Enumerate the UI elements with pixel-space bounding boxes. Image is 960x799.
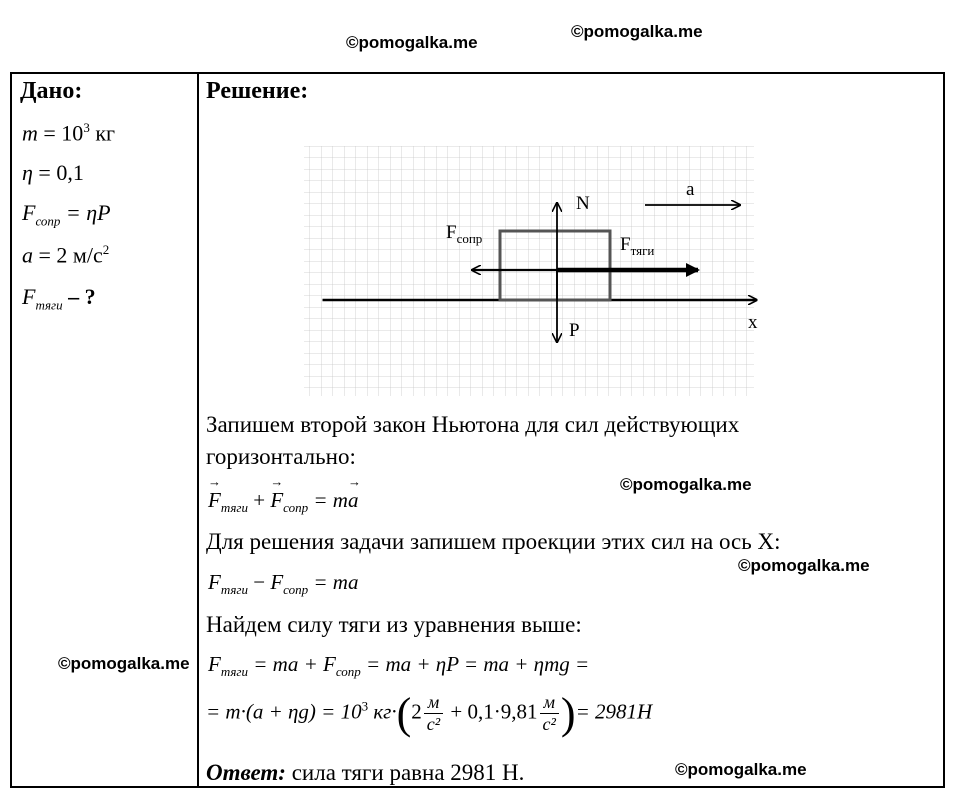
accel-value: = 2 м/с — [38, 242, 103, 268]
vec-ftyagi-sub: тяги — [220, 500, 248, 516]
eq1-plus: + — [248, 488, 271, 512]
watermark: ©pomogalka.me — [675, 760, 807, 779]
projection-line: Для решения задачи запишем проекции этих сил на ось X: — [206, 529, 781, 554]
eq4-mid: + 0,1·9,81 — [445, 699, 538, 724]
eq3-b: = ma + ηP = ma + ηmg = — [360, 652, 590, 676]
newton-law-line-2: горизонтально: — [206, 444, 356, 469]
watermark: ©pomogalka.me — [346, 33, 478, 52]
fsopr-symbol: F — [22, 200, 36, 225]
eq2-f2: F — [270, 570, 284, 594]
eq3-s2: сопр — [335, 664, 361, 680]
answer-label: Ответ: — [206, 760, 286, 785]
fsopr-rhs: = ηP — [65, 200, 111, 225]
eta-symbol: η — [22, 160, 33, 185]
eq2-s2: сопр — [283, 582, 309, 598]
given-friction-formula — [22, 200, 111, 229]
ftyagi-symbol: F — [22, 284, 36, 309]
label-p: P — [569, 320, 580, 341]
fraction-1 — [424, 692, 443, 735]
watermark: ©pomogalka.me — [58, 654, 190, 673]
column-divider — [197, 74, 199, 786]
projection-equation — [208, 570, 358, 598]
vec-fsopr-sub: сопр — [283, 500, 309, 516]
ftyagi-subscript: тяги — [35, 297, 63, 313]
eq2-rhs: = ma — [308, 570, 359, 594]
vec-ftyagi: → F — [208, 488, 221, 513]
given-eta — [22, 160, 84, 186]
eta-value: = 0,1 — [38, 160, 84, 185]
mass-exponent: 3 — [83, 120, 90, 135]
numeric-equation — [206, 688, 652, 739]
label-x: x — [748, 312, 758, 333]
eq4-end: = 2981H — [575, 699, 653, 724]
fraction-2-den: с² — [542, 714, 556, 734]
watermark: ©pomogalka.me — [620, 475, 752, 494]
fsopr-subscript: сопр — [35, 213, 61, 229]
eq4-kg: кг· — [368, 699, 397, 724]
vector-equation — [208, 488, 358, 516]
accel-exponent: 2 — [102, 242, 110, 257]
eq4-two: 2 — [411, 699, 422, 724]
label-fsopr-main: F — [446, 222, 457, 243]
fraction-1-num: м — [424, 692, 443, 714]
accel-symbol: a — [22, 242, 33, 268]
eq1-rhs: = m — [308, 488, 348, 512]
force-equation — [208, 652, 589, 680]
given-mass — [22, 120, 115, 146]
eq2-f1: F — [208, 570, 221, 594]
open-paren: ( — [396, 689, 412, 738]
given-acceleration — [22, 242, 109, 268]
watermark: ©pomogalka.me — [571, 22, 703, 41]
fraction-2 — [540, 692, 559, 735]
answer-text: сила тяги равна 2981 Н. — [285, 760, 525, 785]
eq2-s1: тяги — [220, 582, 248, 598]
vec-fsopr: → F — [270, 488, 283, 513]
answer-line — [206, 760, 524, 786]
solution-heading: Решение: — [206, 78, 309, 104]
label-fsopr-sub: сопр — [456, 231, 483, 246]
watermark: ©pomogalka.me — [738, 556, 870, 575]
label-n: N — [576, 193, 590, 214]
given-heading: Дано: — [20, 78, 83, 104]
solution-table — [10, 72, 945, 788]
vec-a: → a — [348, 488, 359, 513]
eq4-start: = m·(a + ηg) = 10 — [206, 699, 362, 724]
eq3-s1: тяги — [220, 664, 248, 680]
label-ftyagi-main: F — [620, 234, 631, 255]
unknown-mark: – ? — [68, 284, 96, 309]
mass-value: = 10 — [43, 120, 84, 146]
label-a: a — [686, 179, 695, 200]
force-diagram — [298, 146, 758, 401]
given-unknown — [22, 284, 96, 313]
find-force-line: Найдем силу тяги из уравнения выше: — [206, 612, 582, 637]
mass-unit: кг — [95, 120, 116, 146]
eq4-exp: 3 — [361, 698, 369, 714]
close-paren: ) — [560, 689, 576, 738]
label-ftyagi-sub: тяги — [630, 243, 655, 258]
eq3-f: F — [208, 652, 221, 676]
fraction-1-den: с² — [426, 714, 441, 734]
eq2-minus: − — [248, 570, 271, 594]
newton-law-line-1: Запишем второй закон Ньютона для сил действующих — [206, 412, 740, 437]
mass-symbol: m — [22, 120, 38, 146]
fraction-2-num: м — [540, 692, 559, 714]
eq3-a: = ma + F — [248, 652, 336, 676]
